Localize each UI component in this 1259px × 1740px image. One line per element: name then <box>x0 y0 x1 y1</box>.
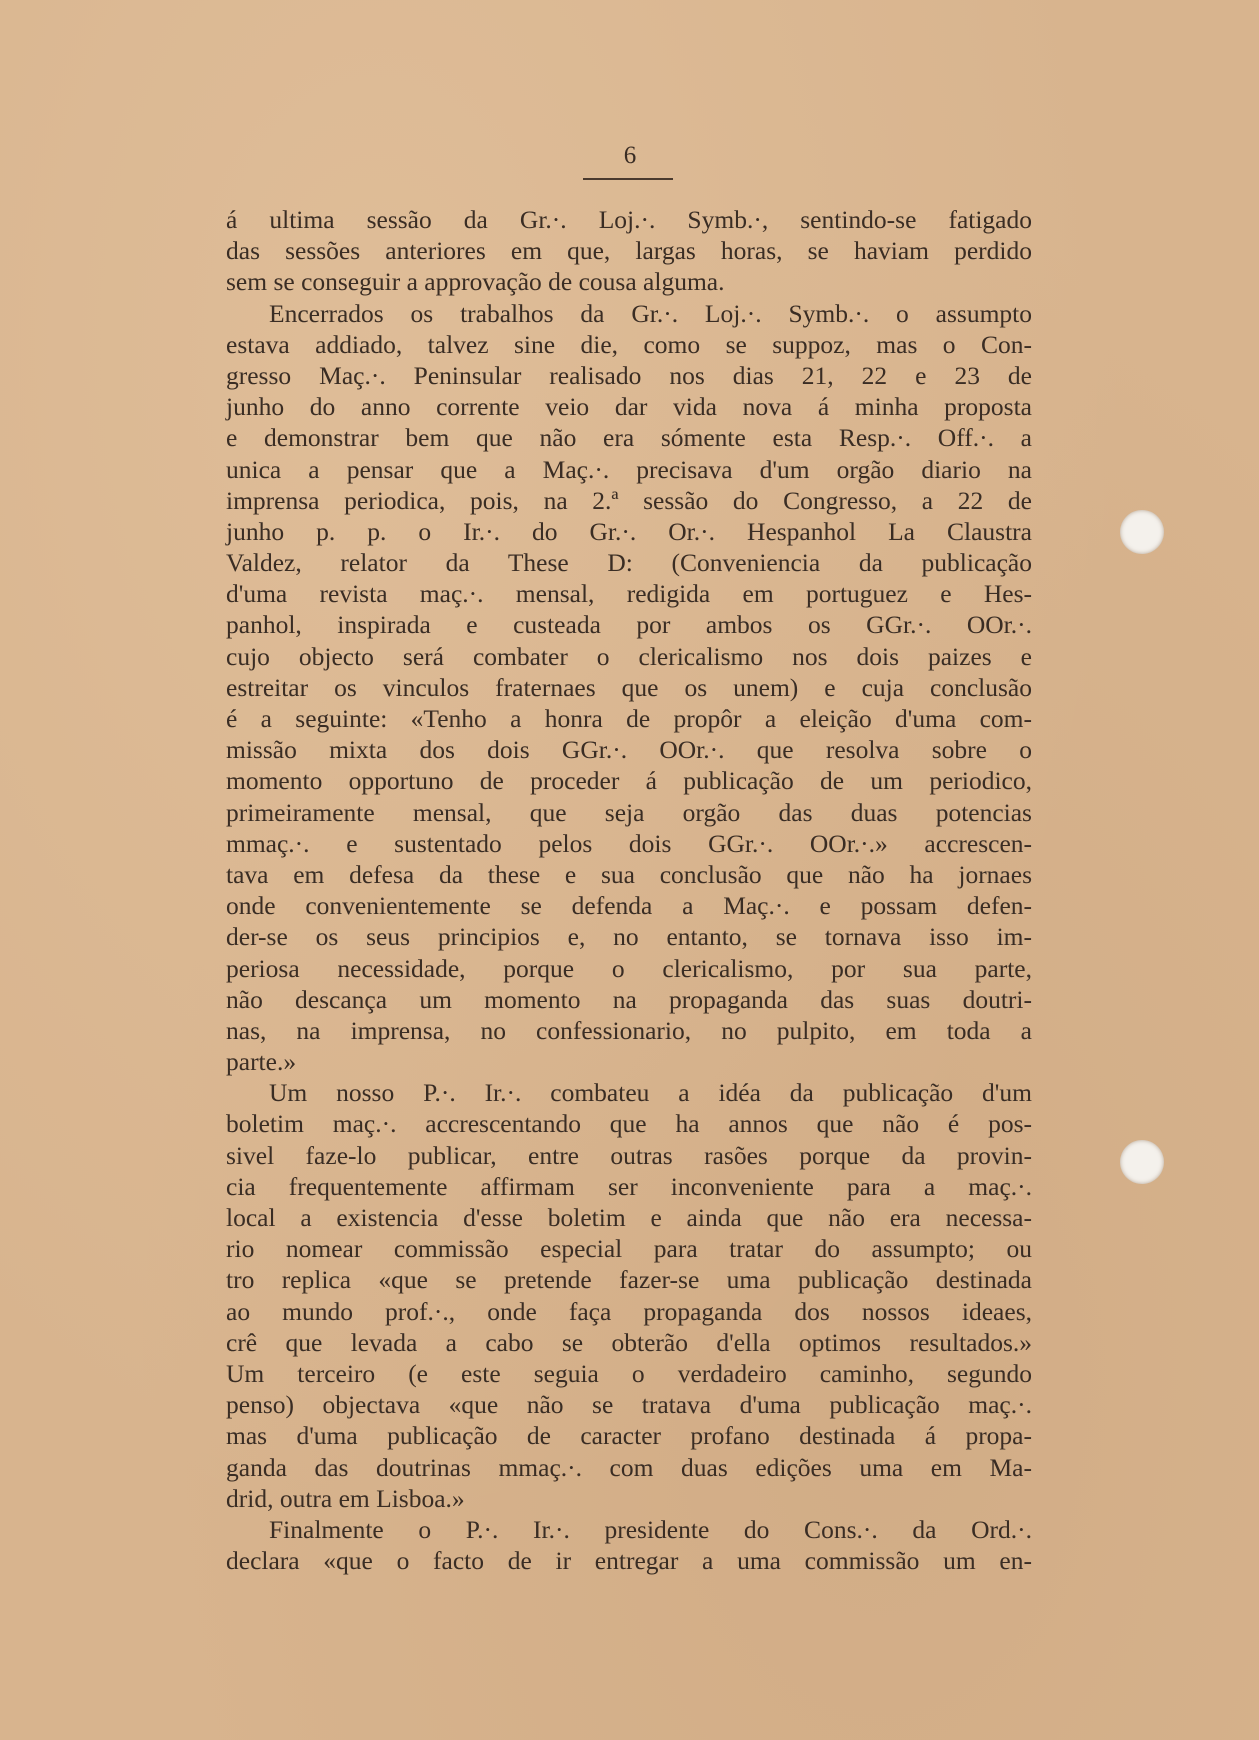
text-line: primeiramente mensal, que seja orgão das duas potencias <box>226 797 1032 827</box>
text-line: ganda das doutrinas mmaç.·. com duas edições uma em Ma- <box>226 1452 1032 1482</box>
text-line: onde convenientemente se defenda a Maç.·. e possam defen- <box>226 891 1032 921</box>
punch-hole <box>1120 1140 1164 1184</box>
text-line: tava em defesa da these e sua conclusão que não ha jornaes <box>226 859 1032 889</box>
text-line: drid, outra em Lisboa.» <box>226 1483 465 1513</box>
text-line: das sessões anteriores em que, largas horas, se haviam perdido <box>226 236 1032 266</box>
text-line: crê que levada a cabo se obterão d'ella optimos resultados.» <box>226 1327 1032 1357</box>
text-line: gresso Maç.·. Peninsular realisado nos dias 21, 22 e 23 de <box>226 360 1032 390</box>
text-line: junho p. p. o Ir.·. do Gr.·. Or.·. Hespanhol La Claustra <box>226 516 1032 546</box>
text-line: imprensa periodica, pois, na 2.ª sessão do Congresso, a 22 de <box>226 485 1032 515</box>
page-number-rule <box>583 178 673 180</box>
text-line: declara «que o facto de ir entregar a uma commissão um en- <box>226 1546 1032 1576</box>
text-line: Encerrados os trabalhos da Gr.·. Loj.·. Symb.·. o assumpto <box>269 298 1032 328</box>
text-line: Um nosso P.·. Ir.·. combateu a idéa da publicação d'um <box>269 1078 1032 1108</box>
text-line: unica a pensar que a Maç.·. precisava d'um orgão diario na <box>226 454 1032 484</box>
text-line: cia frequentemente affirmam ser inconveniente para a maç.·. <box>226 1171 1032 1201</box>
text-line: cujo objecto será combater o clericalismo nos dois paizes e <box>226 641 1032 671</box>
text-line: não descança um momento na propaganda das suas doutri- <box>226 984 1032 1014</box>
text-line: sivel faze-lo publicar, entre outras rasões porque da provin- <box>226 1140 1032 1170</box>
text-line: boletim maç.·. accrescentando que ha annos que não é pos- <box>226 1109 1032 1139</box>
text-line: panhol, inspirada e custeada por ambos os GGr.·. OOr.·. <box>226 610 1032 640</box>
text-line: á ultima sessão da Gr.·. Loj.·. Symb.·, sentindo-se fatigado <box>226 205 1032 234</box>
text-line: Finalmente o P.·. Ir.·. presidente do Cons.·. da Ord.·. <box>269 1514 1032 1544</box>
text-line: local a existencia d'esse boletim e ainda que não era necessa- <box>226 1203 1032 1232</box>
text-line: parte.» <box>226 1047 297 1077</box>
text-line: e demonstrar bem que não era sómente esta Resp.·. Off.·. a <box>226 423 1032 453</box>
text-line: missão mixta dos dois GGr.·. OOr.·. que resolva sobre o <box>226 735 1032 765</box>
text-line: periosa necessidade, porque o clericalismo, por sua parte, <box>226 953 1032 983</box>
text-line: estreitar os vinculos fraternaes que os unem) e cuja conclusão <box>226 672 1032 702</box>
text-line: sem se conseguir a approvação de cousa alguma. <box>226 267 725 297</box>
text-line: Um terceiro (e este seguia o verdadeiro caminho, segundo <box>226 1358 1032 1388</box>
text-line: der-se os seus principios e, no entanto, se tornava isso im- <box>226 922 1032 952</box>
text-line: d'uma revista maç.·. mensal, redigida em portuguez e Hes- <box>226 579 1032 609</box>
text-line: Valdez, relator da These D: (Conveniencia da publicação <box>226 548 1032 578</box>
text-line: momento opportuno de proceder á publicação de um periodico, <box>226 766 1032 796</box>
text-line: tro replica «que se pretende fazer-se uma publicação destinada <box>226 1265 1032 1295</box>
text-line: estava addiado, talvez sine die, como se suppoz, mas o Con- <box>226 329 1032 359</box>
text-line: penso) objectava «que não se tratava d'uma publicação maç.·. <box>226 1390 1032 1420</box>
text-line: mmaç.·. e sustentado pelos dois GGr.·. OOr.·.» accrescen- <box>226 828 1032 858</box>
punch-hole <box>1120 510 1164 554</box>
text-line: ao mundo prof.·., onde faça propaganda dos nossos ideaes, <box>226 1296 1032 1326</box>
text-line: mas d'uma publicação de caracter profano destinada á propa- <box>226 1421 1032 1451</box>
page-text <box>226 204 1032 1576</box>
text-line: rio nomear commissão especial para tratar do assumpto; ou <box>226 1234 1032 1264</box>
text-line: nas, na imprensa, no confessionario, no pulpito, em toda a <box>226 1015 1032 1045</box>
text-line: junho do anno corrente veio dar vida nova á minha proposta <box>226 392 1032 422</box>
text-line: é a seguinte: «Tenho a honra de propôr a eleição d'uma com- <box>226 704 1032 733</box>
page-number: 6 <box>623 142 637 169</box>
